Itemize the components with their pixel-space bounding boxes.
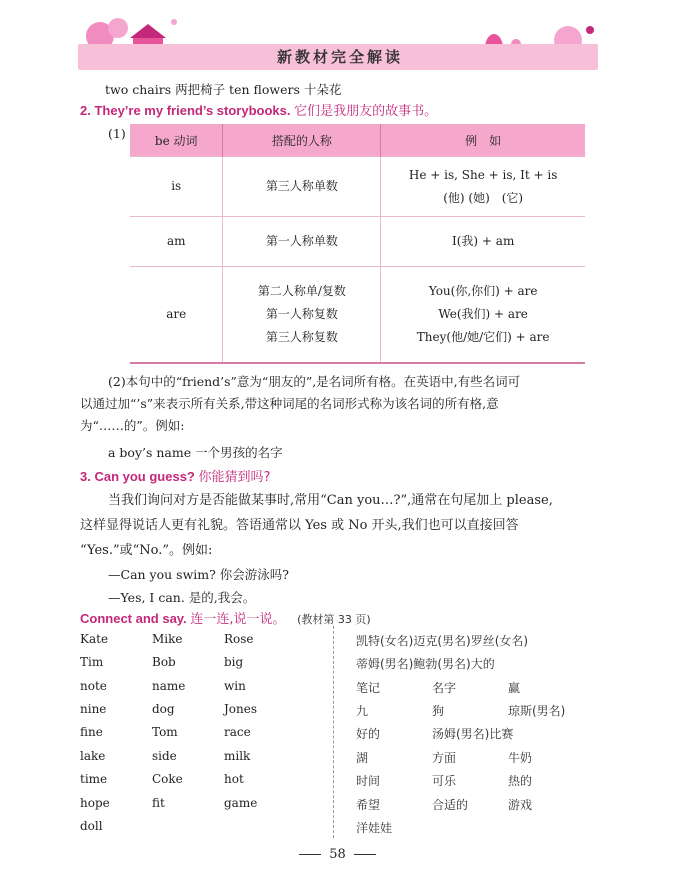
word-item: side (152, 749, 177, 763)
table-cell-verb: am (130, 217, 223, 267)
word-item: fine (80, 725, 103, 739)
word-item: 热的 (508, 774, 533, 788)
person-line: 第二人称单/复数 (257, 283, 346, 298)
word-item: 琼斯(男名) (508, 704, 566, 718)
example-line: He + is, She + is, It + is (408, 167, 558, 182)
section3-title-cn: 你能猜到吗? (198, 470, 271, 485)
page-number (0, 847, 675, 862)
word-item: Tom (152, 725, 178, 739)
word-item: Coke (152, 772, 183, 786)
word-item: 希望 (356, 798, 381, 812)
sub2-paragraph (80, 371, 600, 437)
word-item: Bob (152, 655, 176, 669)
table-cell-persons (223, 267, 381, 363)
table-cell-persons (223, 157, 381, 217)
paragraph-line: “Yes.”或“No.”。例如: (80, 543, 213, 558)
person-line: 第一人称单数 (265, 234, 338, 248)
paragraph-line: 这样显得说话人更有礼貌。答语通常以 Yes 或 No 开头,我们也可以直接回答 (80, 518, 519, 533)
table-header-row (130, 124, 585, 157)
paragraph-line: 当我们询问对方是否能做某事时,常用“Can you…?”,通常在句尾加上 please, (108, 493, 553, 508)
sub1-label: (1) (108, 126, 126, 141)
page-number-text: 58 (329, 847, 346, 862)
word-item: race (224, 725, 251, 739)
word-item: 游戏 (508, 798, 533, 812)
word-item: Mike (152, 632, 183, 646)
table-cell-examples (381, 267, 585, 363)
word-item: 汤姆(男名)比赛 (432, 727, 514, 741)
word-item: 牛奶 (508, 751, 533, 765)
word-item: 凯特(女名)迈克(男名)罗丝(女名) (356, 634, 529, 648)
table-cell-verb: are (130, 267, 223, 363)
word-item: Tim (80, 655, 104, 669)
word-item: 好的 (356, 727, 381, 741)
connect-title: Connect and say. (80, 611, 187, 626)
table-row (130, 157, 585, 217)
word-item: 九 (356, 704, 369, 718)
word-item: note (80, 679, 107, 693)
example-line: a boy’s name 一个男孩的名字 (108, 445, 283, 460)
table-cell-verb: is (130, 157, 223, 217)
word-item: name (152, 679, 186, 693)
word-item: 蒂姆(男名)鲍勃(男名)大的 (356, 657, 495, 671)
connect-title-cn: 连一连,说一说。 (190, 612, 286, 627)
table-header-cell: 例 如 (381, 124, 585, 157)
word-item: hot (224, 772, 244, 786)
table-cell-examples (381, 217, 585, 267)
be-verb-table (130, 124, 585, 364)
person-line: 第三人称复数 (265, 329, 338, 344)
column-divider (333, 626, 334, 838)
header-title: 新教材完全解读 (276, 48, 403, 66)
word-item: Jones (224, 702, 258, 716)
word-item: 可乐 (432, 774, 457, 788)
word-item: 时间 (356, 774, 381, 788)
word-item: nine (80, 702, 107, 716)
paragraph-line: 为“……的”。例如: (80, 418, 185, 433)
word-item: win (224, 679, 246, 693)
table-cell-persons (223, 217, 381, 267)
word-item: hope (80, 796, 110, 810)
person-line: 第一人称复数 (265, 306, 338, 321)
word-item: 赢 (508, 681, 521, 695)
paragraph-line: 以通过加“’s”来表示所有关系,带这种词尾的名词形式称为该名词的所有格,意 (80, 396, 499, 411)
word-item: dog (152, 702, 175, 716)
table-header-cell: be 动词 (130, 124, 223, 157)
dialog-line: —Can you swim? 你会游泳吗? (108, 567, 289, 582)
section2-title-cn: 它们是我朋友的故事书。 (294, 104, 438, 119)
word-item: fit (152, 796, 165, 810)
example-line: We(我们) + are (438, 306, 528, 321)
table-row (130, 267, 585, 363)
word-item: 合适的 (432, 798, 469, 812)
example-line: They(他/她/它们) + are (416, 329, 550, 344)
word-item: game (224, 796, 258, 810)
word-item: big (224, 655, 244, 669)
word-item: 方面 (432, 751, 457, 765)
section3-heading (80, 466, 270, 485)
example-line: You(你,你们) + are (428, 283, 538, 298)
section3-paragraph (80, 488, 600, 563)
connect-heading (80, 608, 371, 627)
word-item: 洋娃娃 (356, 821, 393, 835)
word-item: 笔记 (356, 681, 381, 695)
dialog-line: —Yes, I can. 是的,我会。 (108, 590, 256, 605)
paragraph-line: (2)本句中的“friend’s”意为“朋友的”,是名词所有格。在英语中,有些名词可 (108, 374, 521, 389)
word-item: 湖 (356, 751, 369, 765)
section3-title: 3. Can you guess? (80, 469, 195, 484)
dash-left (299, 854, 321, 855)
intro-line: two chairs 两把椅子 ten flowers 十朵花 (105, 82, 342, 97)
example-line: I(我) + am (452, 234, 515, 248)
word-item: lake (80, 749, 106, 763)
dash-right (354, 854, 376, 855)
section2-heading (80, 100, 437, 119)
table-row (130, 217, 585, 267)
word-item: Kate (80, 632, 109, 646)
word-item: 名字 (432, 681, 457, 695)
word-item: time (80, 772, 108, 786)
word-item: 狗 (432, 704, 445, 718)
section2-title: 2. They’re my friend’s storybooks. (80, 103, 291, 118)
connect-ref: (教材第 33 页) (297, 613, 371, 626)
word-item: doll (80, 819, 103, 833)
word-item: Rose (224, 632, 254, 646)
person-line: 第三人称单数 (265, 179, 338, 193)
example-line: (他) (她) (它) (443, 190, 524, 205)
table-cell-examples (381, 157, 585, 217)
word-item: milk (224, 749, 251, 763)
table-header-cell: 搭配的人称 (223, 124, 381, 157)
